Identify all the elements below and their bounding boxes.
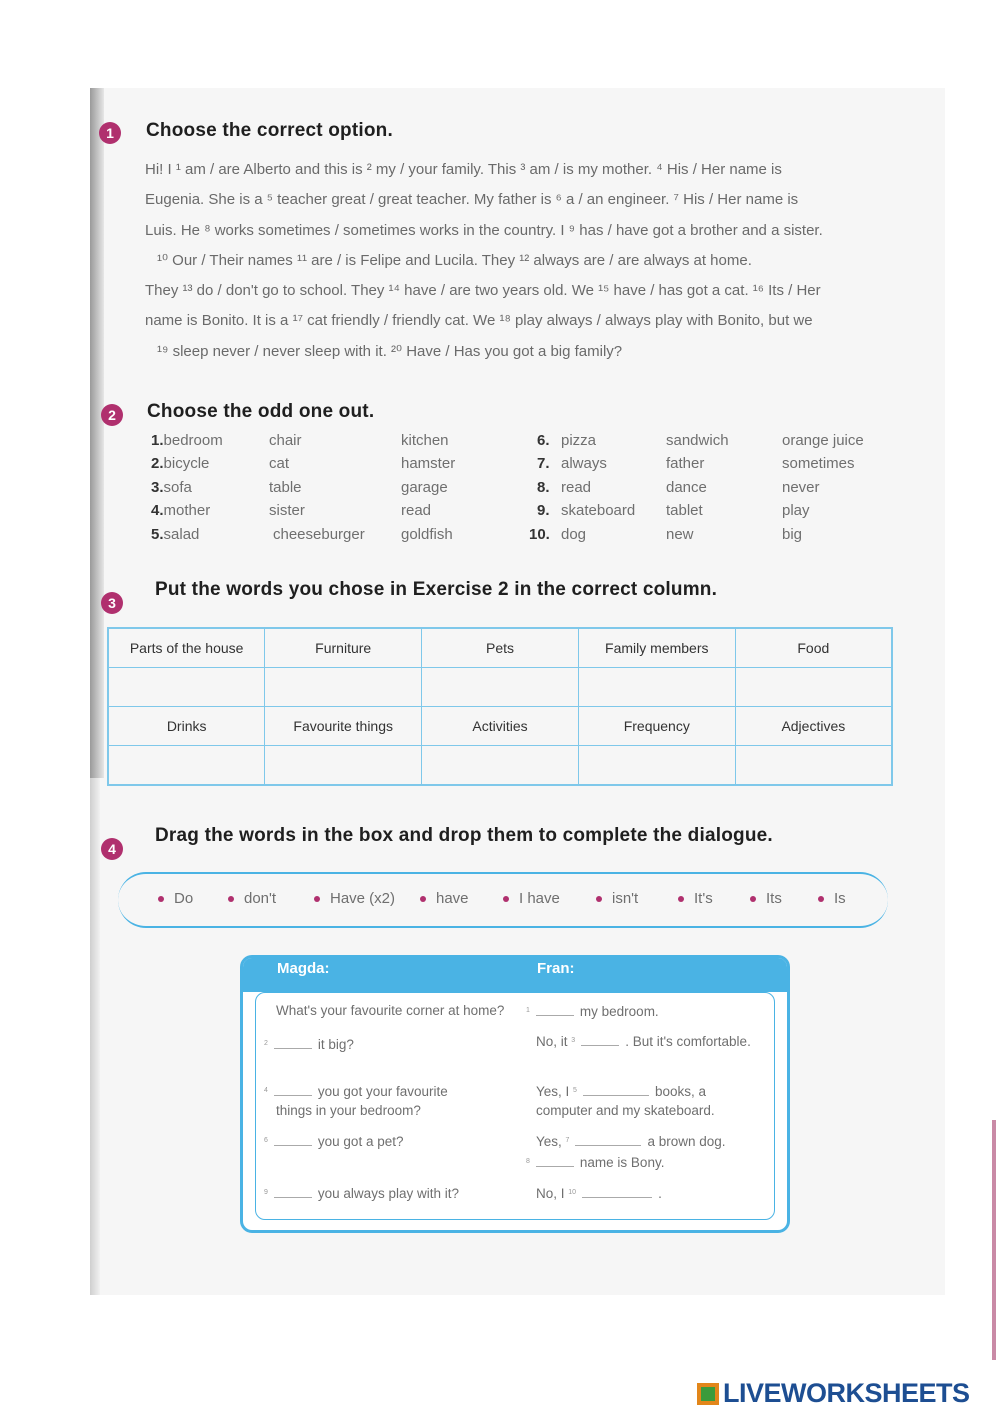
ex1-line: ¹⁹ sleep never / never sleep with it. ²⁰ Have / Has you got a big family? — [157, 342, 623, 360]
dialogue-line: No, it $^3$ . But it's comfortable. — [536, 1034, 751, 1049]
page-shadow-lower — [90, 778, 100, 1295]
drop-blank-9[interactable] — [274, 1197, 312, 1198]
odd-word[interactable]: tablet — [666, 502, 703, 519]
dialogue-line: What's your favourite corner at home? — [276, 1003, 505, 1018]
odd-word[interactable]: never — [782, 479, 820, 496]
odd-number: 6. — [537, 432, 550, 449]
answer-cell[interactable] — [735, 746, 892, 786]
odd-word[interactable]: hamster — [401, 455, 456, 472]
answer-cell[interactable] — [422, 746, 579, 786]
odd-number: 10. — [529, 526, 550, 543]
dialogue-line: things in your bedroom? — [276, 1103, 421, 1118]
drop-blank-3[interactable] — [581, 1045, 619, 1046]
column-header: Furniture — [265, 628, 422, 668]
odd-word[interactable]: sometimes — [782, 455, 855, 472]
dialogue-line: No, I $^{10}$ . — [536, 1186, 662, 1201]
odd-row-3: 3.sofa — [151, 479, 192, 496]
answer-cell[interactable] — [578, 746, 735, 786]
answer-cell[interactable] — [422, 668, 579, 707]
answer-cell[interactable] — [265, 746, 422, 786]
section-title-1: Choose the correct option. — [146, 120, 393, 141]
dialogue-line: $^2$ it big? — [264, 1037, 354, 1052]
liveworksheets-logo: LIVEWORKSHEETS — [697, 1378, 970, 1409]
odd-number: 7. — [537, 455, 550, 472]
draggable-word[interactable]: It's — [678, 890, 713, 907]
section-title-2: Choose the odd one out. — [147, 401, 375, 422]
drop-blank-8[interactable] — [536, 1166, 574, 1167]
odd-word[interactable]: table — [269, 479, 302, 496]
drop-blank-2[interactable] — [274, 1048, 312, 1049]
drop-blank-10[interactable] — [582, 1197, 652, 1198]
odd-row-4: 4.mother — [151, 502, 211, 519]
ex1-line: Hi! I ¹ am / are Alberto and this is ² my / your family. This ³ am / is my mother. ⁴ His / Her name is — [145, 161, 782, 178]
odd-number: 8. — [537, 479, 550, 496]
bullet-icon — [158, 896, 164, 902]
dialogue-line: $^6$ you got a pet? — [264, 1134, 404, 1149]
odd-word[interactable]: dance — [666, 479, 707, 496]
draggable-word[interactable]: have — [420, 890, 469, 907]
dialogue-line: $^1$ my bedroom. — [526, 1004, 659, 1019]
dialogue-header — [243, 958, 787, 992]
speaker-fran: Fran: — [537, 960, 575, 977]
draggable-word[interactable]: Its — [750, 890, 782, 907]
page-edge-line — [992, 1120, 996, 1360]
section-number-1: 1 — [99, 122, 121, 144]
odd-word[interactable]: new — [666, 526, 694, 543]
dialogue-line: $^9$ you always play with it? — [264, 1186, 459, 1201]
odd-word[interactable]: father — [666, 455, 705, 472]
dialogue-content — [255, 992, 775, 1220]
odd-word[interactable]: sandwich — [666, 432, 729, 449]
odd-word[interactable]: garage — [401, 479, 448, 496]
ex1-line: Luis. He ⁸ works sometimes / sometimes works in the country. I ⁹ has / have got a brother and a sister. — [145, 221, 823, 239]
column-header: Parts of the house — [108, 628, 265, 668]
column-header: Drinks — [108, 707, 265, 746]
column-header: Activities — [422, 707, 579, 746]
ex1-line: Eugenia. She is a ⁵ teacher great / great teacher. My father is ⁶ a / an engineer. ⁷ His / Her name is — [145, 191, 799, 209]
section-number-4: 4 — [101, 838, 123, 860]
section-number-3: 3 — [101, 592, 123, 614]
odd-word[interactable]: always — [561, 455, 607, 472]
odd-row-2: 2.bicycle — [151, 455, 210, 472]
dialogue-line: computer and my skateboard. — [536, 1103, 715, 1118]
ex1-line: ¹⁰ Our / Their names ¹¹ are / is Felipe and Lucila. They ¹² always are / are always at home. — [157, 251, 752, 269]
bullet-icon — [228, 896, 234, 902]
odd-word[interactable]: read — [401, 502, 432, 519]
page-shadow — [90, 88, 104, 778]
answer-cell[interactable] — [578, 668, 735, 707]
draggable-word[interactable]: Is — [818, 890, 846, 907]
bullet-icon — [314, 896, 320, 902]
category-table — [107, 627, 893, 786]
dialogue-line: Yes, I $^5$ books, a — [536, 1084, 706, 1099]
answer-cell[interactable] — [735, 668, 892, 707]
dialogue-line: $^4$ you got your favourite — [264, 1084, 448, 1099]
draggable-word[interactable]: don't — [228, 890, 276, 907]
dialogue-line: Yes, $^7$ a brown dog. — [536, 1134, 726, 1149]
draggable-word[interactable]: Do — [158, 890, 193, 907]
column-header: Adjectives — [735, 707, 892, 746]
odd-number: 9. — [537, 502, 550, 519]
column-header: Frequency — [578, 707, 735, 746]
bullet-icon — [678, 896, 684, 902]
dialogue-line: $^8$ name is Bony. — [526, 1155, 665, 1170]
odd-word[interactable]: read — [561, 479, 592, 496]
speaker-magda: Magda: — [277, 960, 330, 977]
bullet-icon — [818, 896, 824, 902]
odd-row-5: 5.salad — [151, 526, 200, 543]
dialogue-box — [240, 955, 790, 1233]
logo-icon — [697, 1383, 719, 1405]
drop-blank-7[interactable] — [575, 1145, 641, 1146]
column-header: Family members — [578, 628, 735, 668]
answer-cell[interactable] — [265, 668, 422, 707]
answer-cell[interactable] — [108, 668, 265, 707]
ex1-line: name is Bonito. It is a ¹⁷ cat friendly / friendly cat. We ¹⁸ play always / always play with Bonito, but we — [145, 312, 813, 330]
bullet-icon — [420, 896, 426, 902]
column-header: Favourite things — [265, 707, 422, 746]
odd-word[interactable]: goldfish — [401, 526, 453, 543]
section-title-3: Put the words you chose in Exercise 2 in the correct column. — [155, 579, 718, 600]
exercise-1-text — [145, 155, 915, 367]
odd-word[interactable]: dog — [561, 526, 587, 543]
drop-blank-1[interactable] — [536, 1015, 574, 1016]
ex1-line: They ¹³ do / don't go to school. They ¹⁴ have / are two years old. We ¹⁵ have / has got a cat. ¹⁶ Its / Her — [145, 282, 821, 300]
bullet-icon — [503, 896, 509, 902]
draggable-word[interactable]: isn't — [596, 890, 638, 907]
odd-word[interactable]: kitchen — [401, 432, 449, 449]
odd-word[interactable]: cat — [269, 455, 290, 472]
drop-blank-6[interactable] — [274, 1145, 312, 1146]
column-header: Food — [735, 628, 892, 668]
odd-word[interactable]: chair — [269, 432, 302, 449]
drop-blank-4[interactable] — [274, 1095, 312, 1096]
odd-word[interactable]: cheeseburger — [273, 526, 365, 543]
draggable-word[interactable]: I have — [503, 890, 560, 907]
bullet-icon — [750, 896, 756, 902]
odd-word[interactable]: skateboard — [561, 502, 636, 519]
answer-cell[interactable] — [108, 746, 265, 786]
odd-word[interactable]: play — [782, 502, 810, 519]
section-number-2: 2 — [101, 404, 123, 426]
bullet-icon — [596, 896, 602, 902]
odd-word[interactable]: orange juice — [782, 432, 864, 449]
odd-word[interactable]: big — [782, 526, 803, 543]
odd-word[interactable]: pizza — [561, 432, 597, 449]
draggable-word[interactable]: Have (x2) — [314, 890, 395, 907]
drop-blank-5[interactable] — [583, 1095, 649, 1096]
section-title-4: Drag the words in the box and drop them to complete the dialogue. — [155, 825, 773, 846]
column-header: Pets — [422, 628, 579, 668]
odd-row-1: 1.bedroom — [151, 432, 223, 449]
odd-word[interactable]: sister — [269, 502, 305, 519]
